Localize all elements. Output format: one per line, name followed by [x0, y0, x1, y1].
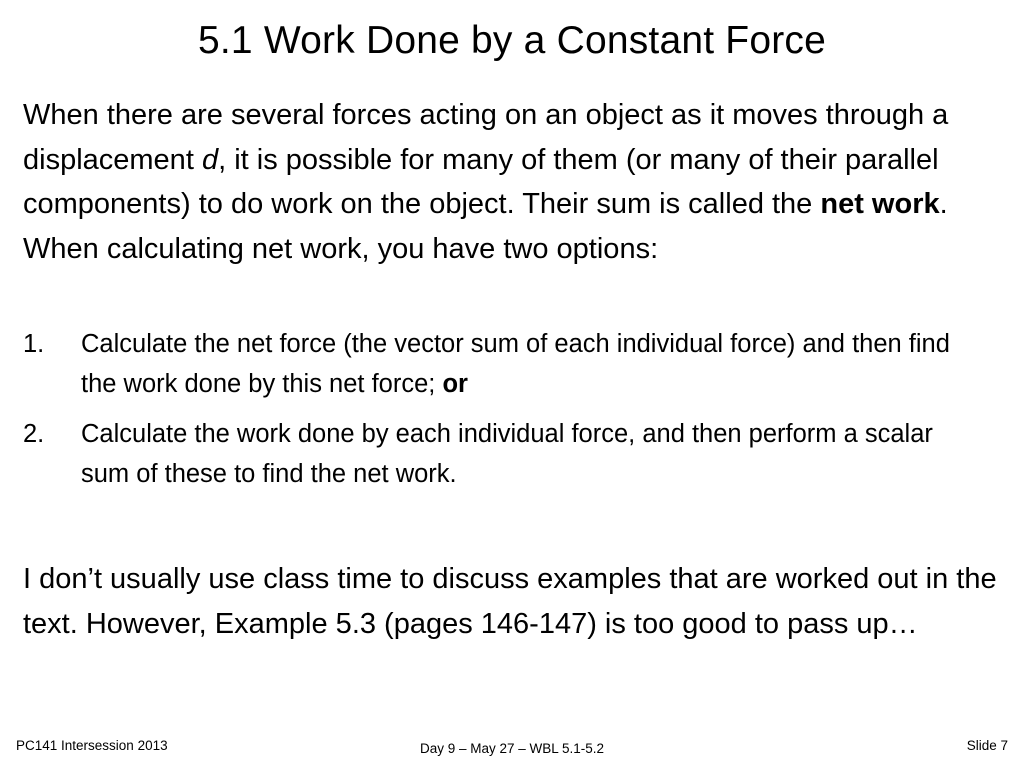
intro-paragraph: [23, 93, 1013, 271]
list-item-text: Calculate the work done by each individual force, and then perform a scalar sum of these to find the net work.: [81, 420, 933, 488]
footer-course: PC141 Intersession 2013: [16, 738, 168, 753]
list-item: [23, 414, 983, 494]
list-item: [23, 324, 983, 404]
list-item-number: 2.: [23, 420, 45, 448]
list-item-bold-or: or: [442, 370, 468, 398]
list-item-number: 1.: [23, 330, 45, 358]
net-work-term: net work: [820, 188, 940, 220]
options-list: [23, 324, 983, 504]
list-item-text: Calculate the net force (the vector sum of each individual force) and then find the work done by this net force;: [81, 330, 950, 398]
slide-title: 5.1 Work Done by a Constant Force: [197, 19, 826, 62]
displacement-variable: d: [201, 143, 219, 176]
intro-text-part2: , it is possible for many of them (or many of their parallel components) to do work on the object. Their sum is called the: [23, 143, 939, 220]
intro-text-part3: . When calculating net work, you have two options:: [23, 188, 948, 265]
footer-date: Day 9 – May 27 – WBL 5.1-5.2: [419, 741, 605, 756]
footer-slide-number: Slide 7: [966, 738, 1008, 753]
closing-paragraph: I don’t usually use class time to discuss examples that are worked out in the text. However, Example 5.3 (pages 146-147) is too good to pass up…: [23, 563, 997, 640]
intro-text-part1: When there are several forces acting on an object as it moves through a displacement: [23, 99, 949, 176]
